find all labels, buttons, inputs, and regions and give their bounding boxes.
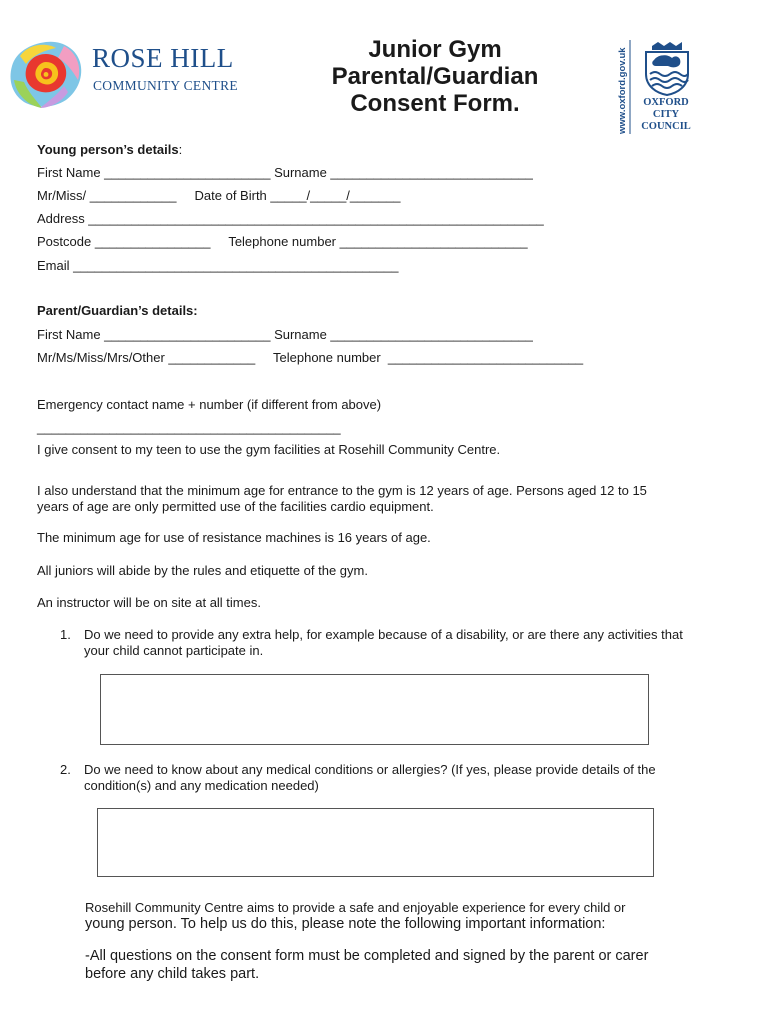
young-person-name-field[interactable]: First Name _______________________ Surname ____________________________ — [37, 165, 533, 180]
aim-statement-line-2: young person. To help us do this, please note the following important information: — [85, 916, 606, 932]
completion-rule — [85, 947, 735, 983]
parent-title-phone-field[interactable]: Mr/Ms/Miss/Mrs/Other ____________ Telephone number ___________________________ — [37, 350, 584, 365]
council-name-line-3: COUNCIL — [641, 121, 691, 132]
org-subtitle: COMMUNITY CENTRE — [93, 78, 238, 93]
form-title-line-3: Consent Form. — [350, 90, 520, 117]
question-text-line-2: condition(s) and any medication needed) — [84, 778, 319, 793]
parent-heading: Parent/Guardian’s details: — [37, 303, 198, 318]
age-statement — [37, 483, 737, 515]
form-title-line-2: Parental/Guardian — [331, 63, 539, 90]
question-1 — [60, 627, 750, 659]
question-number: 2. — [60, 762, 71, 777]
extra-help-answer-box[interactable] — [100, 674, 649, 745]
age-statement-line-1: I also understand that the minimum age for entrance to the gym is 12 years of age. Persons aged 12 to 15 — [37, 483, 647, 498]
aim-statement — [85, 900, 735, 933]
emergency-contact-label: Emergency contact name + number (if different from above) — [37, 397, 382, 412]
age-statement-line-2: years of age are only permitted use of the facilities cardio equipment. — [37, 499, 434, 514]
council-url-text: www.oxford.gov.uk — [617, 47, 628, 134]
young-person-heading-text: Young person’s details — [37, 142, 179, 157]
question-text-line-1: Do we need to know about any medical conditions or allergies? (If yes, please provide details of the — [84, 762, 656, 777]
council-name-line-2: CITY — [652, 109, 680, 120]
young-person-postcode-phone-field[interactable]: Postcode ________________ Telephone number __________________________ — [37, 234, 528, 249]
org-name: ROSE HILL — [92, 43, 234, 73]
question-text-line-2: your child cannot participate in. — [84, 643, 264, 658]
rules-statement: All juniors will abide by the rules and etiquette of the gym. — [37, 563, 368, 578]
resistance-statement: The minimum age for use of resistance machines is 16 years of age. — [37, 530, 431, 545]
consent-statement: I give consent to my teen to use the gym facilities at Rosehill Community Centre. — [37, 442, 501, 457]
young-person-heading — [37, 142, 182, 158]
parent-name-field[interactable]: First Name _______________________ Surname ____________________________ — [37, 327, 533, 342]
young-person-title-dob-field[interactable]: Mr/Miss/ ____________ Date of Birth _____/_____/_______ — [37, 188, 401, 203]
council-name — [636, 97, 696, 133]
young-person-address-field[interactable]: Address _______________________________________________________________ — [37, 211, 544, 226]
instructor-statement: An instructor will be on site at all times. — [37, 595, 261, 610]
emergency-contact-field[interactable]: __________________________________________ — [37, 420, 341, 435]
council-name-line-1: OXFORD — [643, 97, 689, 108]
form-title — [305, 36, 565, 117]
rose-hill-logo-icon — [6, 36, 86, 114]
young-person-heading-colon: : — [178, 142, 183, 157]
question-2 — [60, 762, 750, 794]
aim-statement-line-1: Rosehill Community Centre aims to provide a safe and enjoyable experience for every child or — [85, 900, 626, 915]
question-text-line-1: Do we need to provide any extra help, for example because of a disability, or are there any activities that — [84, 627, 683, 642]
completion-rule-line-2: before any child takes part. — [85, 966, 260, 982]
oxford-crest-icon — [638, 40, 696, 96]
council-url — [610, 38, 632, 136]
young-person-email-field[interactable]: Email _____________________________________________ — [37, 258, 399, 273]
medical-conditions-answer-box[interactable] — [97, 808, 654, 877]
form-title-line-1: Junior Gym — [368, 36, 502, 63]
completion-rule-line-1: -All questions on the consent form must be completed and signed by the parent or carer — [85, 948, 649, 964]
question-number: 1. — [60, 627, 71, 642]
